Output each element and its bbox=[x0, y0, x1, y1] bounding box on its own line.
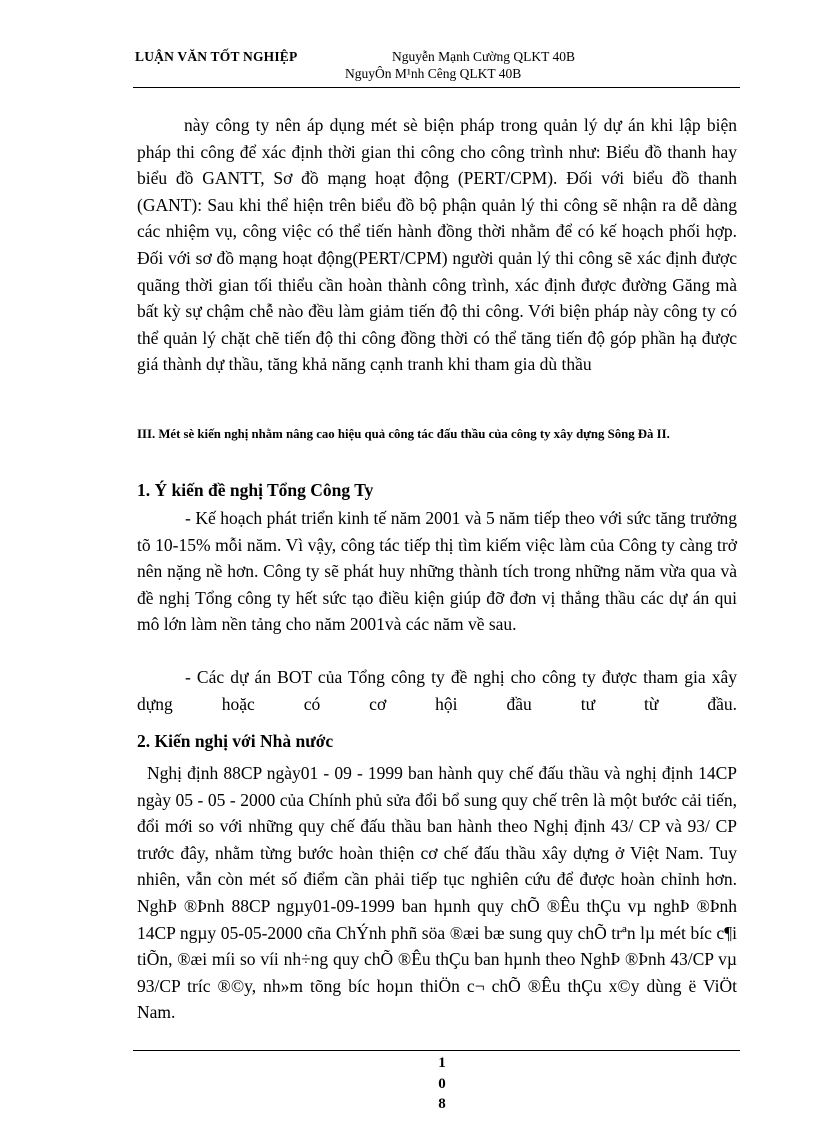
page-digit: 8 bbox=[438, 1096, 446, 1112]
paragraph-decree bbox=[137, 760, 737, 1026]
header-author-line-garbled: NguyÔn M¹nh Cêng QLKT 40B bbox=[345, 66, 522, 81]
section-title: III. Mét sè kiến nghị nhằm nâng cao hiệu quả công tác đấu thầu của công ty xây dựng Sông Đà II. bbox=[137, 427, 670, 441]
page-number bbox=[432, 1053, 452, 1115]
heading-corporation-proposal: 1. Ý kiến đề nghị Tổng Công Ty bbox=[137, 480, 374, 500]
paragraph-decree-text: Nghị định 88CP ngày01 - 09 - 1999 ban hành quy chế đấu thầu và nghị định 14CP ngày 05 - 05 - 2000 của Chính phủ sửa đổi bổ sung quy chế trên là một bước cải tiến, đổi mới so với những quy chế đấu thầu ban hành theo Nghị định 43/ CP và 93/ CP trước đây, nhằm từng bước hoàn thiện cơ chế đấu thầu xây dựng ở Việt Nam. Tuy nhiên, vẫn còn mét số điểm cần phải tiếp tục nghiên cứu để được hoàn chỉnh hơn. bbox=[137, 763, 737, 890]
page-digit: 0 bbox=[438, 1075, 446, 1092]
paragraph-bot-projects: - Các dự án BOT của Tổng công ty đề nghị cho công ty được tham gia xây dựng hoặc có cơ hội đầu tư từ đầu. bbox=[137, 667, 737, 714]
header-thesis-title: LUẬN VĂN TỐT NGHIỆP bbox=[135, 49, 298, 64]
paragraph-project-management: này công ty nên áp dụng mét sè biện pháp trong quản lý dự án khi lập biện pháp thi công để xác định thời gian thi công cho công trình như: Biểu đồ thanh hay biểu đồ GANTT, Sơ đồ mạng hoạt động (PERT/CPM). Đối với biểu đồ thanh (GANT): Sau khi thể hiện trên biểu đồ bộ phận quản lý thi công sẽ nhận ra dễ dàng các nhiệm vụ, công việc có thể tiến hành đồng thời nhằm để có kế hoạch phối hợp. Đối với sơ đồ mạng hoạt động(PERT/CPM) người quản lý thi công sẽ xác định được quãng thời gian tối thiểu cần hoàn thành công trình, xác định được đường Găng mà bất kỳ sự chậm chễ nào đều làm giảm tiến độ thi công. Với biện pháp này công ty có thể quản lý chặt chẽ tiến độ thi công đồng thời có thể tăng tiến độ góp phần hạ được giá thành dự thầu, tăng khả năng cạnh tranh khi tham gia dù thầu bbox=[137, 115, 737, 375]
page-digit: 1 bbox=[438, 1055, 446, 1071]
paragraph-development-plan: - Kế hoạch phát triển kinh tế năm 2001 và 5 năm tiếp theo với sức tăng trưởng tõ 10-15% mỗi năm. Vì vậy, công tác tiếp thị tìm kiếm việc làm của Công ty càng trở nên nặng nề hơn. Công ty sẽ phát huy những thành tích trong những năm vừa qua và đề nghị Tổng công ty hết sức tạo điều kiện giúp đỡ đơn vị thắng thầu các dự án qui mô lớn làm nền tảng cho năm 2001và các năm về sau. bbox=[137, 508, 737, 635]
header-divider bbox=[133, 87, 740, 88]
header-author-line: Nguyễn Mạnh Cường QLKT 40B bbox=[392, 49, 575, 64]
paragraph-decree-garbled: NghÞ ®Þnh 88CP ngµy01-09-1999 ban hµnh quy chÕ ®Êu thÇu vµ nghÞ ®Þnh 14CP ngµy 05-05-2000 cña ChÝnh phñ söa ®æi bæ sung quy chÕ trªn lµ mét bíc c¶i tiÕn, ®æi míi so víi nh÷ng quy chÕ ®Êu thÇu ban hµnh theo NghÞ ®Þnh 43/CP vµ 93/CP tríc ®©y, nh»m tõng bíc hoµn thiÖn c¬ chÕ ®Êu thÇu x©y dùng ë ViÖt Nam. bbox=[137, 895, 737, 1023]
footer-divider bbox=[133, 1050, 740, 1051]
heading-state-proposal: 2. Kiến nghị với Nhà nước bbox=[137, 731, 334, 751]
